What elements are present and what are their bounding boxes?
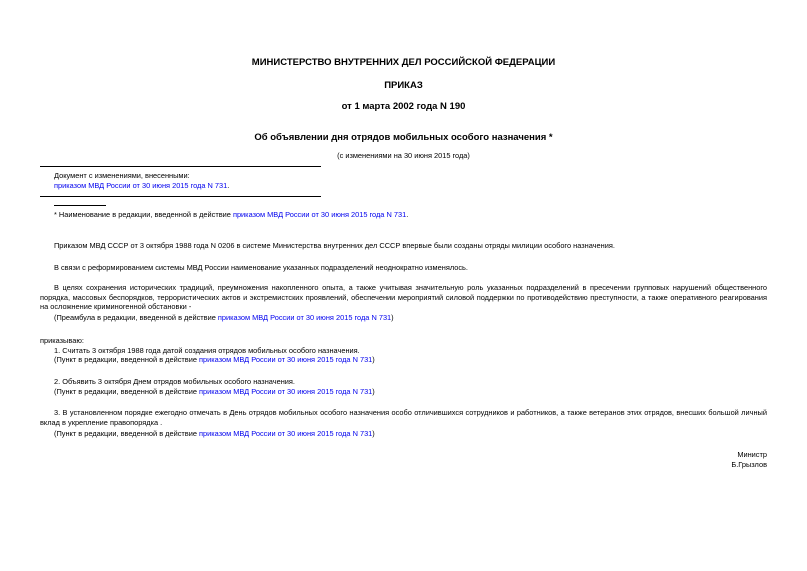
item-3-note: (Пункт в редакции, введенной в действие приказом МВД России от 30 июня 2015 года N 731): [54, 429, 375, 438]
item-2: 2. Объявить 3 октября Днем отрядов мобильных особого назначения.: [54, 377, 295, 386]
item-3: 3. В установленном порядке ежегодно отмечать в День отрядов мобильных особого назначения особо отличившихся сотрудников и работников, а также ветеранов этих отрядов, внесших большой личный вклад в укрепление правопорядка .: [40, 408, 767, 427]
footnote-link[interactable]: приказом МВД России от 30 июня 2015 года N 731: [232, 210, 407, 219]
changes-line: приказом МВД России от 30 июня 2015 года N 731.: [54, 181, 230, 190]
paragraph-2: В связи с реформированием системы МВД России наименование указанных подразделений неоднократно изменялось.: [54, 263, 468, 272]
footnote: * Наименование в редакции, введенной в действие приказом МВД России от 30 июня 2015 года N 731.: [54, 210, 409, 219]
preamble-note-link[interactable]: приказом МВД России от 30 июня 2015 года N 731: [217, 313, 392, 322]
item-3-note-link[interactable]: приказом МВД России от 30 июня 2015 года N 731: [199, 429, 373, 438]
paragraph-3: В целях сохранения исторических традиций, преумножения накопленного опыта, а также учитывая значительную роль указанных подразделений в пресечении групповых нарушений общественного порядка, массовых беспорядков, террористических актов и экстремистских проявлений, обеспечении мероприятий силовой поддержки по противодействию преступности, а также оперативного реагирования на осложнение криминогенной обстановки -: [40, 283, 767, 311]
preamble-note: (Преамбула в редакции, введенной в действие приказом МВД России от 30 июня 2015 года N 731): [54, 313, 394, 322]
item-1-note: (Пункт в редакции, введенной в действие приказом МВД России от 30 июня 2015 года N 731): [54, 355, 375, 364]
paragraph-1: Приказом МВД СССР от 3 октября 1988 года N 0206 в системе Министерства внутренних дел СССР впервые были созданы отряды милиции особого назначения.: [54, 241, 615, 250]
signature-position: Министр: [737, 450, 767, 459]
divider-bottom: [40, 196, 321, 197]
order-word: приказываю:: [40, 336, 84, 345]
signature-name: Б.Грызлов: [731, 460, 767, 469]
item-2-note: (Пункт в редакции, введенной в действие приказом МВД России от 30 июня 2015 года N 731): [54, 387, 375, 396]
order-date: от 1 марта 2002 года N 190: [341, 101, 466, 112]
ministry-heading: МИНИСТЕРСТВО ВНУТРЕННИХ ДЕЛ РОССИЙСКОЙ ФЕДЕРАЦИИ: [251, 57, 556, 68]
item-1-note-link[interactable]: приказом МВД России от 30 июня 2015 года N 731: [199, 355, 373, 364]
footnote-rule: [54, 205, 106, 206]
revision-note: (с изменениями на 30 июня 2015 года): [337, 151, 470, 160]
item-2-note-link[interactable]: приказом МВД России от 30 июня 2015 года N 731: [199, 387, 373, 396]
document-title: Об объявлении дня отрядов мобильных особого назначения *: [254, 132, 553, 143]
item-1: 1. Считать 3 октября 1988 года датой создания отрядов мобильных особого назначения.: [54, 346, 360, 355]
divider-top: [40, 166, 321, 167]
order-heading: ПРИКАЗ: [384, 80, 423, 91]
changes-link[interactable]: приказом МВД России от 30 июня 2015 года N 731: [54, 181, 228, 190]
changes-label: Документ с изменениями, внесенными:: [54, 171, 190, 180]
